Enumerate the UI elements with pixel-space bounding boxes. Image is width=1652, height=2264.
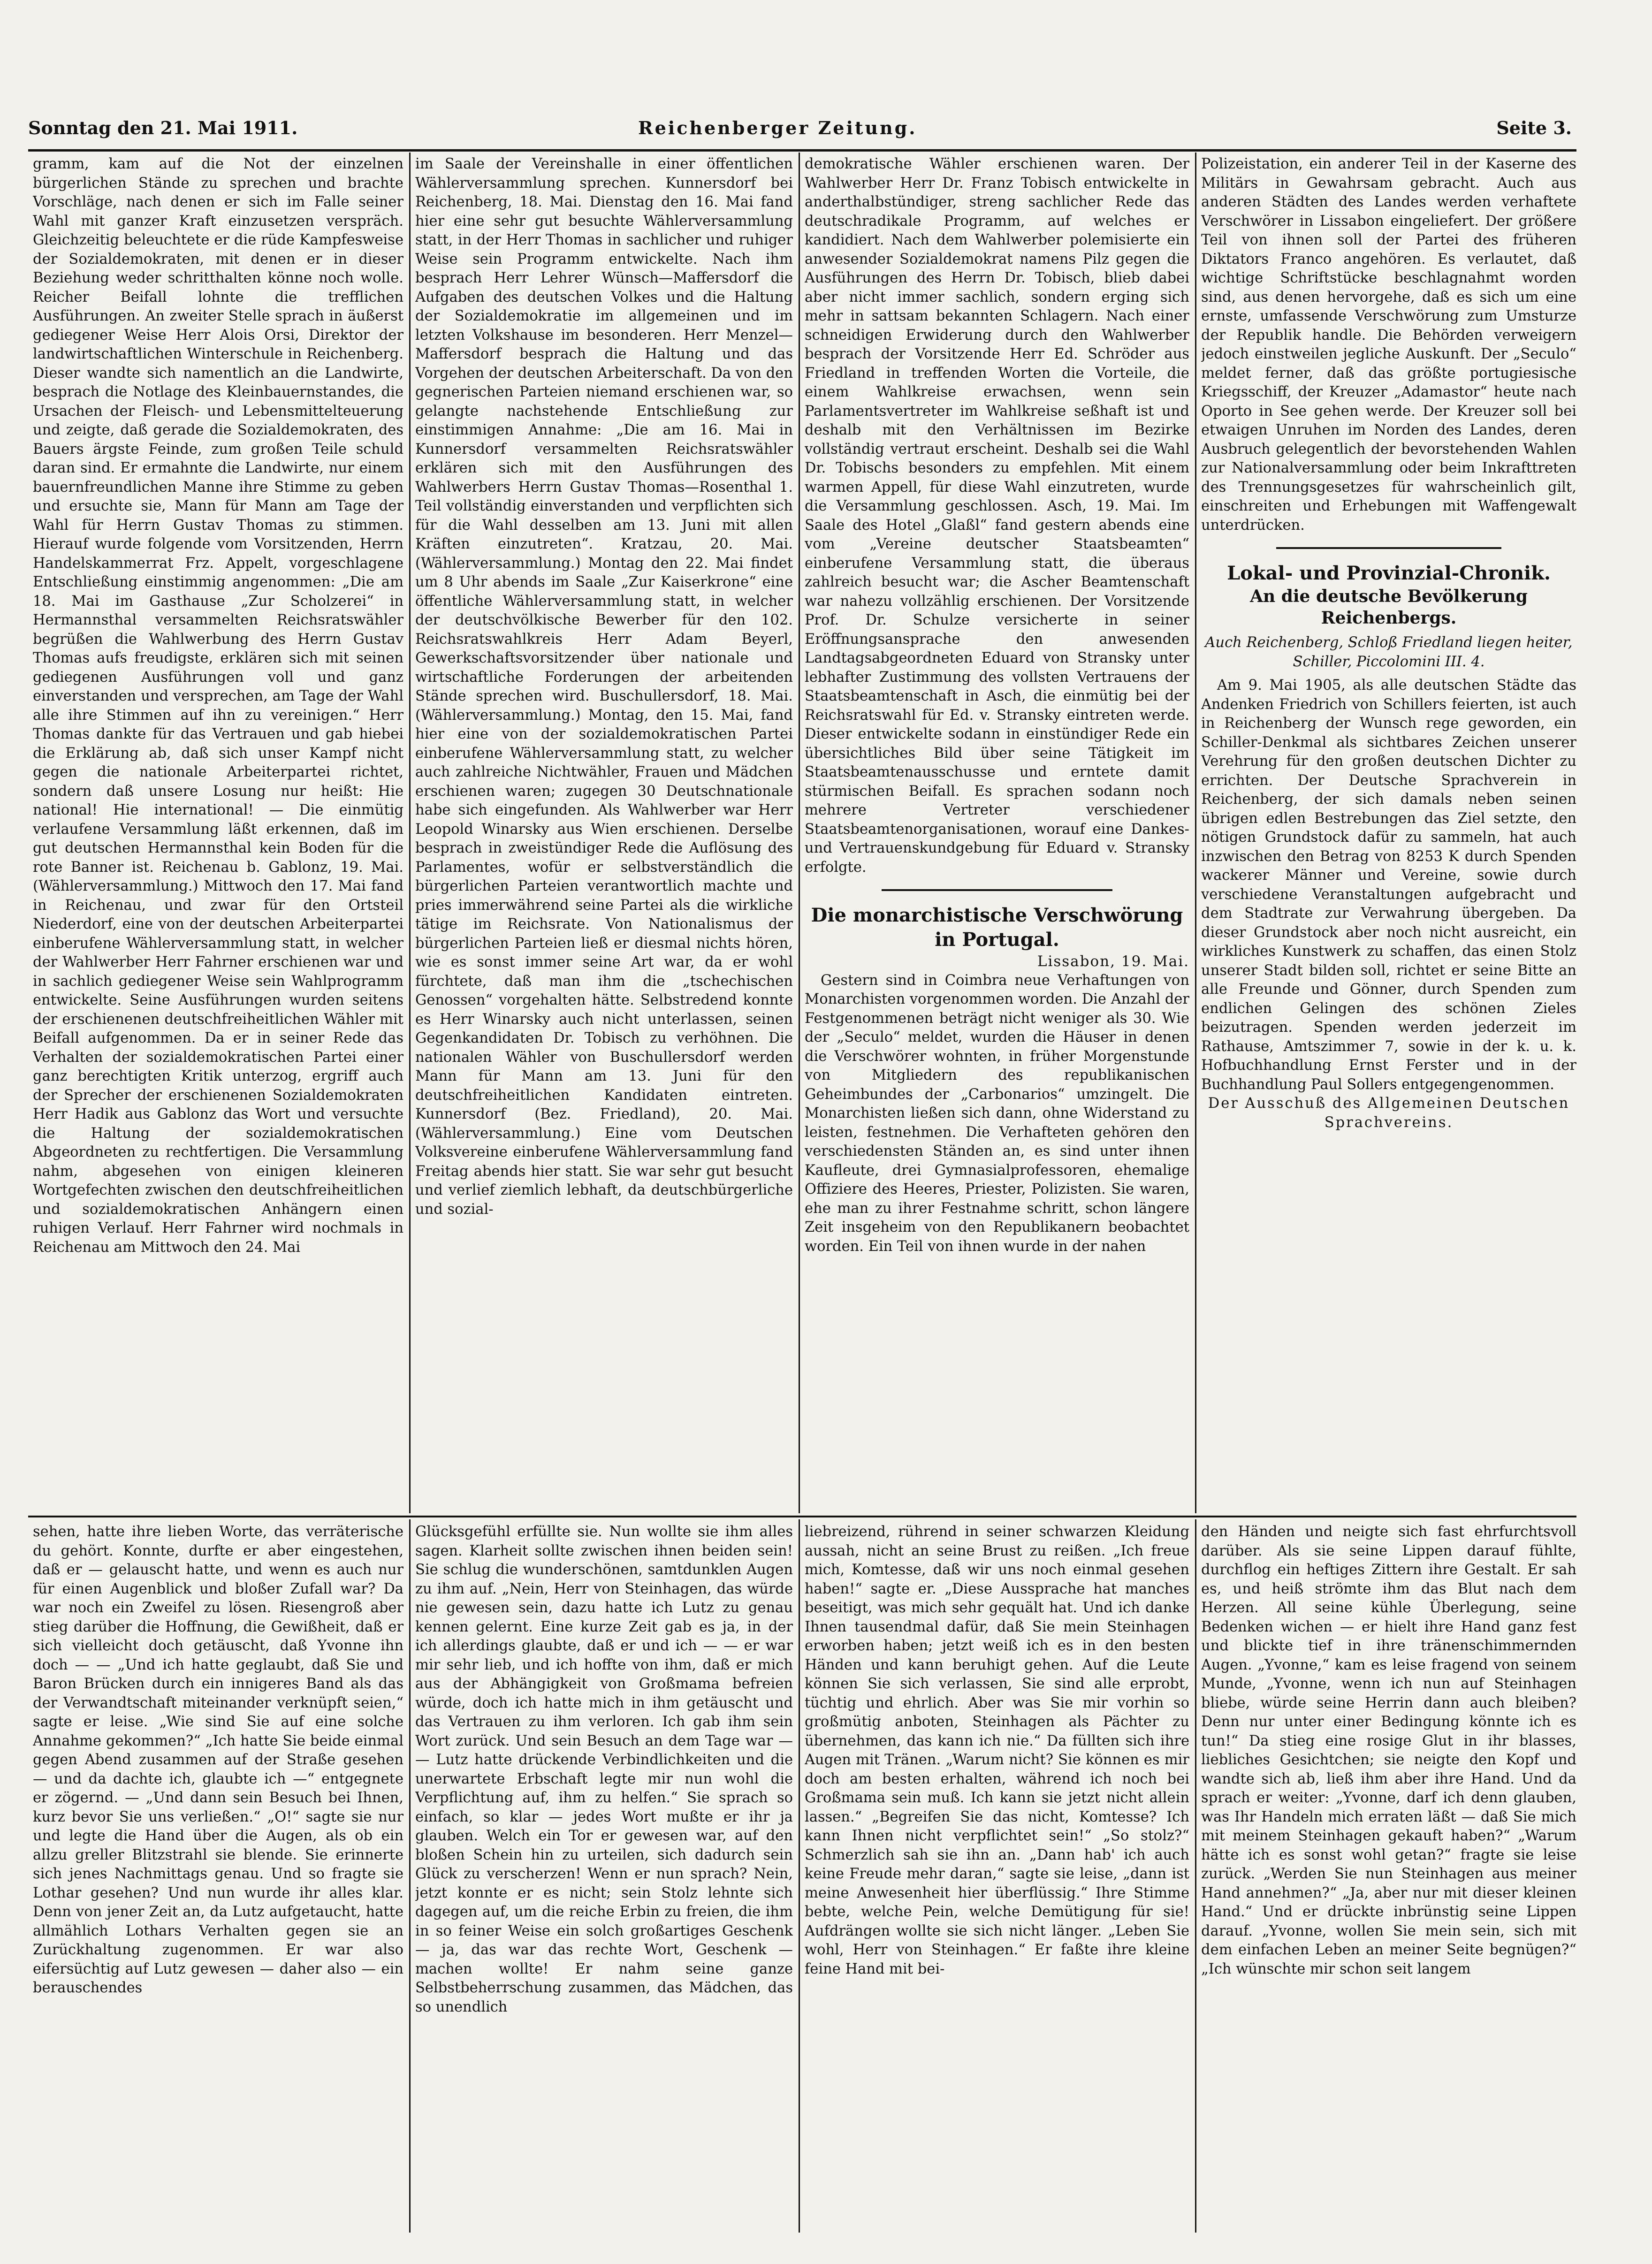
header-masthead: Reichenberger Zeitung. — [638, 117, 917, 138]
article-dateline: Lissabon, 19. Mai. — [1037, 953, 1189, 970]
article-signature: Der Ausschuß des Allgemeinen Deutschen Sprachvereins. — [1208, 1095, 1570, 1131]
column-rule — [799, 1519, 800, 2233]
column-rule — [799, 152, 800, 1513]
story-text: liebreizend, rührend in seiner schwarzen Kleidung aussah, nicht an seine Brust zu reißen. „Ich freue mich, Komtesse, daß wir uns noch einmal gesehen haben!“ sagte er. „Diese Aussprache hat manches beseitigt, was mich sehr gequält hat. Und ich danke Ihnen tausendmal dafür, daß Sie mein Steinhagen erworben haben; jetzt weiß ich es in den besten Händen und kann beruhigt gehen. Auf die Leute können Sie sich verlassen, Sie sind alle erprobt, tüchtig und ehrlich. Aber was Sie mir vorhin so großmütig anboten, Steinhagen als Pächter zu übernehmen, das kann ich nie.“ Da füllten sich ihre Augen mit Tränen. „Warum nicht? Sie können es mir doch am besten erhalten, während ich noch bei Großmama sein muß. Ich kann sie jetzt nicht allein lassen.“ „Begreifen Sie das nicht, Komtesse? Ich kann Ihnen nicht verpflichtet sein!“ „So stolz?“ Schmerzlich sah sie ihn an. „Dann hab' ich auch keine Freude mehr daran,“ sagte sie leise, „dann ist meine Anwesenheit hier überflüssig.“ Ihre Stimme bebte, welche Pein, welche Demütigung für sie! Aufdrängen wollte sie sich nicht länger. „Leben Sie wohl, Herr von Steinhagen.“ Er faßte ihre kleine feine Hand mit bei- — [805, 1524, 1189, 1977]
column-4 — [1201, 155, 1576, 1511]
header-rule — [28, 149, 1576, 152]
header-page-number: Seite 3. — [1496, 117, 1572, 138]
header-date: Sonntag den 21. Mai 1911. — [28, 117, 298, 138]
article-text: Polizeistation, ein anderer Teil in der Kaserne des Militärs in Gewahrsam gebracht. Auch aus anderen Städten des Landes werden verhaftete Verschwörer in Lissabon eingeliefert. Der größere Teil von ihnen soll der Partei des früheren Diktators Franco angehören. Es verlautet, daß wichtige Schriftstücke beschlagnahmt worden sind, aus denen hervorgehe, daß es sich um eine ernste, umfassende Verschwörung zum Umsturze der Republik handle. Die Behörden verweigern jedoch einstweilen jegliche Auskunft. Der „Seculo“ meldet ferner, daß das größte portugiesische Kriegsschiff, der Kreuzer „Adamastor“ heute nach Oporto in See gehen werde. Der Kreuzer soll bei etwaigen Unruhen im Norden des Landes, deren Ausbruch gelegentlich der bevorstehenden Wahlen zur Nationalversammlung oder beim Inkrafttreten des Trennungsgesetzes für wahrscheinlich gilt, einschreiten und Erhebungen mit Waffengewalt unterdrücken. — [1201, 156, 1576, 534]
section-headline: Lokal- und Provinzial-Chronik. — [1227, 562, 1551, 584]
article-text: Am 9. Mai 1905, als alle deutschen Städte das Andenken Friedrich von Schillers feierten, ist auch in Reichenberg der Wunsch rege geworden, ein Schiller-Denkmal als sichtbares Zeichen unserer Verehrung für den großen deutschen Dichter zu errichten. Der Deutsche Sprachverein in Reichenberg, der sich damals neben seinen übrigen edlen Bestrebungen das Ziel setzte, den nötigen Grundstock dafür zu sammeln, hat auch inzwischen den Betrag von 8253 K durch Spenden wackerer Männer und Vereine, sowie durch verschiedene Veranstaltungen aufgebracht und dem Stadtrate zur Verwahrung übergeben. Da dieser Grundstock aber noch nicht ausreicht, ein wirkliches Kunstwerk zu schaffen, das einen Stolz unserer Stadt bilden soll, richtet er seine Bitte an alle Freunde und Gönner, durch Spenden zum endlichen Gelingen des schönen Zieles beizutragen. Spenden werden jederzeit im Rathause, Amtszimmer 7, sowie in der k. u. k. Hofbuchhandlung Ernst Ferster und in der Buchhandlung Paul Sollers entgegengenommen. — [1201, 677, 1576, 1093]
story-text: sehen, hatte ihre lieben Worte, das verräterische du gehört. Konnte, durfte er aber eingestehen, daß er — gelauscht hatte, und wenn es auch nur für einen Augenblick und bloßer Zufall war? Da war noch ein Zweifel zu lösen. Riesengroß aber stieg darüber die Hoffnung, die Gewißheit, daß er sich vielleicht doch getäuscht, daß Yvonne ihn doch — — „Und ich hatte geglaubt, daß Sie und Baron Brücken durch ein innigeres Band als das der Verwandtschaft miteinander verknüpft seien,“ sagte er leise. „Wie sind Sie auf eine solche Annahme gekommen?“ „Ich hatte Sie beide einmal gegen Abend zusammen auf der Straße gesehen — und da dachte ich, glaubte ich —“ entgegnete er zögernd. — „Und dann sein Besuch bei Ihnen, kurz bevor Sie uns verließen.“ „O!“ sagte sie nur und legte die Hand über die Augen, als ob ein allzu greller Blitzstrahl sie blende. Sie erinnerte sich jenes Nachmittags genau. Und so fragte sie Lothar gesehen? Und nun wurde ihr alles klar. Denn von jener Zeit an, da Lutz aufgetaucht, hatte allmählich Lothars Verhalten gegen sie an Zurückhaltung zugenommen. Er war also eifersüchtig auf Lutz gewesen — daher also — ein berauschendes — [33, 1524, 403, 1996]
article-separator — [1276, 547, 1501, 549]
column-rule — [409, 152, 411, 1513]
column-rule — [1195, 152, 1196, 1513]
article-separator — [882, 889, 1112, 891]
feuilleton-column-1 — [33, 1523, 403, 2231]
epigraph: Auch Reichenberg, Schloß Friedland liegen heiter, Schiller, Piccolomini III. 4. — [1205, 634, 1573, 670]
section-subheadline: An die deutsche Bevölkerung Reichenbergs. — [1250, 587, 1528, 628]
column-rule — [1195, 1519, 1196, 2233]
column-rule — [409, 1519, 411, 2233]
feuilleton-column-2 — [415, 1523, 793, 2231]
article-text: gramm, kam auf die Not der einzelnen bürgerlichen Stände zu sprechen und brachte Vorschläge, nach denen er sich im Falle seiner Wahl mit ganzer Kraft einzusetzen verspräch. Gleichzeitig beleuchtete er die rüde Kampfesweise der Sozialdemokraten, mit denen er in dieser Beziehung weder schritthalten könne noch wolle. Reicher Beifall lohnte die trefflichen Ausführungen. An zweiter Stelle sprach in äußerst gediegener Weise Herr Alois Orsi, Direktor der landwirtschaftlichen Winterschule in Reichenberg. Dieser wandte sich namentlich an die Landwirte, besprach die Notlage des Kleinbauernstandes, die Ursachen der Fleisch- und Lebensmittelteuerung und zeigte, daß gerade die Sozialdemokraten, des Bauers ärgste Feinde, zum großen Teile schuld daran sind. Er ermahnte die Landwirte, nur einem bauernfreundlichen Manne ihre Stimme zu geben und ersuchte sie, Mann für Mann am Tage der Wahl für Herrn Gustav Thomas zu stimmen. Hierauf wurde folgende vom Vorsitzenden, Herrn Handelskammerrat Frz. Appelt, vorgeschlagene Entschließung einstimmig angenommen: „Die am 18. Mai im Gasthause „Zur Scholzerei“ in Hermannsthal versammelten Reichsratswähler begrüßen die Wahlwerbung des Herrn Gustav Thomas aufs freudigste, erklären sich mit seinen gediegenen Ausführungen voll und ganz einverstanden und versprechen, am Tage der Wahl alle ihre Stimmen auf ihn zu vereinigen.“ Herr Thomas dankte für das Vertrauen und gab hiebei die Erklärung ab, daß sich unser Kampf nicht gegen die nationale Arbeiterpartei richtet, sondern daß unsere Losung nur heißt: Hie national! Hie international! — Die einmütig verlaufene Versammlung läßt erkennen, daß im gut deutschen Hermannsthal kein Boden für die rote Banner ist. Reichenau b. Gablonz, 19. Mai. (Wählerversammlung.) Mittwoch den 17. Mai fand in Reichenau, und zwar für den Ortsteil Niederdorf, eine von der deutschen Arbeiterpartei einberufene Wählerversammlung statt, in welcher der Wahlwerber Herr Fahrner erschienen war und in sachlich gediegener Weise sein Wahlprogramm entwickelte. Seine Ausführungen wurden seitens der erschienenen deutschfreiheitlichen Wähler mit Beifall aufgenommen. Da er in seiner Rede das Verhalten der sozialdemokratischen Partei einer ganz berechtigten Kritik unterzog, ergriff auch der Sprecher der erschienenen Sozialdemokraten Herr Hadik aus Gablonz das Wort und versuchte die Haltung der sozialdemokratischen Abgeordneten zu rechtfertigen. Die Versammlung nahm, abgesehen von einigen kleineren Wortgefechten zwischen den deutschfreiheitlichen und sozialdemokratischen Anhängern einen ruhigen Verlauf. Herr Fahrner wird nochmals in Reichenau am Mittwoch den 24. Mai — [33, 156, 403, 1256]
feuilleton-column-3 — [805, 1523, 1189, 2231]
article-headline: Die monarchistische Verschwörung in Portugal. — [811, 904, 1183, 951]
story-text: Glücksgefühl erfüllte sie. Nun wollte sie ihm alles sagen. Klarheit sollte zwischen ihnen beiden sein! Sie schlug die wunderschönen, samtdunklen Augen zu ihm auf. „Nein, Herr von Steinhagen, das würde nie gewesen sein, dazu hatte ich Lutz zu genau kennen gelernt. Eine kurze Zeit gab es ja, in der ich allerdings glaubte, daß er und ich — — er war mir sehr lieb, und ich hoffte von ihm, daß er mich aus der Abhängigkeit von Großmama befreien würde, doch ich hatte mich in ihm getäuscht und das Vertrauen zu ihm verloren. Ich gab ihm sein Wort zurück. Und sein Besuch an dem Tage war — — Lutz hatte drückende Verbindlichkeiten und die unerwartete Erbschaft legte mir nun wohl die Verpflichtung auf, ihm zu helfen.“ Sie sprach so einfach, so klar — jedes Wort mußte er ihr ja glauben. Welch ein Tor er gewesen war, auf den bloßen Schein hin zu urteilen, sich dadurch sein Glück zu verscherzen! Wenn er nun sprach? Nein, jetzt konnte er es nicht; sein Stolz lehnte sich dagegen auf, um die reiche Erbin zu freien, die ihm in so feiner Weise ein solch großartiges Geschenk — ja, das war das rechte Wort, Geschenk — machen wollte! Er nahm seine ganze Selbstbeherrschung zusammen, das Mädchen, das so unendlich — [415, 1524, 793, 2015]
column-3 — [805, 155, 1189, 1511]
column-2 — [415, 155, 793, 1511]
article-text: Gestern sind in Coimbra neue Verhaftungen von Monarchisten vorgenommen worden. Die Anzahl der Festgenommenen beträgt nicht weniger als 30. Wie der „Seculo“ meldet, wurden die Häuser in denen die Verschwörer wohnten, in früher Morgenstunde von Mitgliedern des republikanischen Geheimbundes der „Carbonarios“ umzingelt. Die Monarchisten ließen sich dann, ohne Widerstand zu leisten, festnehmen. Die Verhafteten gehören den verschiedensten Ständen an, es sind unter ihnen Kaufleute, drei Gymnasialprofessoren, ehemalige Offiziere des Heeres, Priester, Polizisten. Sie waren, ehe man zu ihrer Festnahme schritt, schon längere Zeit insgeheim von den Republikanern beobachtet worden. Ein Teil von ihnen wurde in der nahen — [805, 972, 1189, 1255]
feuilleton-rule — [28, 1516, 1576, 1517]
feuilleton-column-4 — [1201, 1523, 1576, 2231]
article-text: im Saale der Vereinshalle in einer öffentlichen Wählerversammlung sprechen. Kunnersdorf bei Reichenberg, 18. Mai. Dienstag den 16. Mai fand hier eine sehr gut besuchte Wählerversammlung statt, in der Herr Thomas in sachlicher und ruhiger Weise sein Programm entwickelte. Nach ihm besprach Herr Lehrer Wünsch—Maffersdorf die Aufgaben des deutschen Volkes und die Haltung der Sozialdemokratie im allgemeinen und im letzten Volkshause im besonderen. Herr Menzel—Maffersdorf besprach die Haltung und das Vorgehen der deutschen Arbeiterschaft. Da von den gegnerischen Parteien niemand erschienen war, so gelangte nachstehende Entschließung zur einstimmigen Annahme: „Die am 16. Mai in Kunnersdorf versammelten Reichsratswähler erklären sich mit den Ausführungen des Wahlwerbers Herrn Gustav Thomas—Rosenthal 1. Teil vollständig einverstanden und verpflichten sich für die Wahl desselben am 13. Juni mit allen Kräften einzutreten“. Kratzau, 20. Mai. (Wählerversammlung.) Montag den 22. Mai findet um 8 Uhr abends im Saale „Zur Kaiserkrone“ eine öffentliche Wählerversammlung statt, in welcher der deutschvölkische Bewerber für den 102. Reichsratswahlkreis Herr Adam Beyerl, Gewerkschaftsvorsitzender über nationale und wirtschaftliche Forderungen der arbeitenden Stände sprechen wird. Buschullersdorf, 18. Mai. (Wählerversammlung.) Montag, den 15. Mai, fand hier eine von der sozialdemokratischen Partei einberufene Wählerversammlung statt, zu welcher auch zahlreiche Nichtwähler, Frauen und Mädchen erschienen waren; zugegen 30 Deutschnationale habe sich eingefunden. Als Wahlwerber war Herr Leopold Winarsky aus Wien erschienen. Derselbe besprach in zweistündiger Rede die Auflösung des Parlamentes, wofür er selbstverständlich die bürgerlichen Parteien verantwortlich machte und pries immerwährend seine Partei als die wirkliche tätige im Reichsrate. Von Nationalismus der bürgerlichen Parteien ließ er diesmal nichts hören, wie es sonst immer seine Art war, da er wohl fürchtete, daß man ihm die „tschechischen Genossen“ vorgehalten hätte. Selbstredend konnte es Herr Winarsky auch nicht unterlassen, seinen Gegenkandidaten Dr. Tobisch zu verhöhnen. Die nationalen Wähler von Buschullersdorf werden Mann für Mann am 13. Juni für den deutschfreiheitlichen Kandidaten eintreten. Kunnersdorf (Bez. Friedland), 20. Mai. (Wählerversammlung.) Eine vom Deutschen Volksvereine einberufene Wählerversammlung fand Freitag abends hier statt. Sie war sehr gut besucht und verlief ziemlich lebhaft, da deutschbürgerliche und sozial- — [415, 156, 793, 1218]
page-header — [28, 117, 1572, 145]
article-text: demokratische Wähler erschienen waren. Der Wahlwerber Herr Dr. Franz Tobisch entwickelte in anderthalbstündiger, streng sachlicher Rede das deutschradikale Programm, auf welches er kandidiert. Nach dem Wahlwerber polemisierte ein anwesender Sozialdemokrat namens Pilz gegen die Ausführungen des Herrn Dr. Tobisch, blieb dabei aber nicht immer sachlich, sondern erging sich mehr in sattsam bekannten Schlagern. Nach einer schneidigen Erwiderung durch den Wahlwerber besprach der Vorsitzende Herr Ed. Schröder aus Friedland in treffenden Worten die Vorteile, die einem Wahlkreise erwachsen, wenn sein Parlamentsvertreter im Wahlkreise seßhaft ist und deshalb mit den Verhältnissen im Bezirke vollständig vertraut erscheint. Deshalb sei die Wahl Dr. Tobischs besonders zu empfehlen. Mit einem warmen Appell, für diese Wahl einzutreten, wurde die Versammlung geschlossen. Asch, 19. Mai. Im Saale des Hotel „Glaßl“ fand gestern abends eine vom „Vereine deutscher Staatsbeamten“ einberufene Versammlung statt, die überaus zahlreich besucht war; die Ascher Beamtenschaft war nahezu vollzählig erschienen. Der Vorsitzende Prof. Dr. Schulze versicherte in seiner Eröffnungsansprache den anwesenden Landtagsabgeordneten Eduard von Stransky unter lebhafter Zustimmung des vollsten Vertrauens der Staatsbeamtenschaft in Asch, die einmütig bei der Reichsratswahl für Ed. v. Stransky eintreten werde. Dieser entwickelte sodann in einstündiger Rede ein übersichtliches Bild über seine Tätigkeit im Staatsbeamtenausschusse und erntete damit stürmischen Beifall. Es sprachen sodann noch mehrere Vertreter verschiedener Staatsbeamtenorganisationen, worauf eine Dankes- und Vertrauenskundgebung für Eduard v. Stransky erfolgte. — [805, 156, 1189, 876]
column-1 — [33, 155, 403, 1511]
story-text: den Händen und neigte sich fast ehrfurchtsvoll darüber. Als sie seine Lippen darauf fühlte, durchflog ein heftiges Zittern ihre Gestalt. Er sah es, und heiß strömte ihm das Blut nach dem Herzen. All seine kühle Überlegung, seine Bedenken wichen — er hielt ihre Hand ganz fest und blickte tief in ihre tränenschimmernden Augen. „Yvonne,“ kam es leise fragend von seinem Munde, „Yvonne, wenn ich nun auf Steinhagen bliebe, würde seine Herrin dann auch bleiben? Denn nur unter einer Bedingung könnte ich es tun!“ Da stieg eine rosige Glut in ihr blasses, liebliches Gesichtchen; sie neigte den Kopf und wandte sich ab, ließ ihm aber ihre Hand. Und da sprach er weiter: „Yvonne, darf ich denn glauben, was Ihr Handeln mich erraten läßt — daß Sie mich mit meinem Steinhagen gekauft haben?“ „Warum hätte ich es sonst wohl getan?“ fragte sie leise zurück. „Werden Sie nun Steinhagen aus meiner Hand annehmen?“ „Ja, aber nur mit dieser kleinen Hand.“ Und er drückte inbrünstig seine Lippen darauf. „Yvonne, wollen Sie mein sein, sich mit dem einfachen Leben an meiner Seite begnügen?“ „Ich wünschte mir schon seit langem — [1201, 1524, 1576, 1977]
